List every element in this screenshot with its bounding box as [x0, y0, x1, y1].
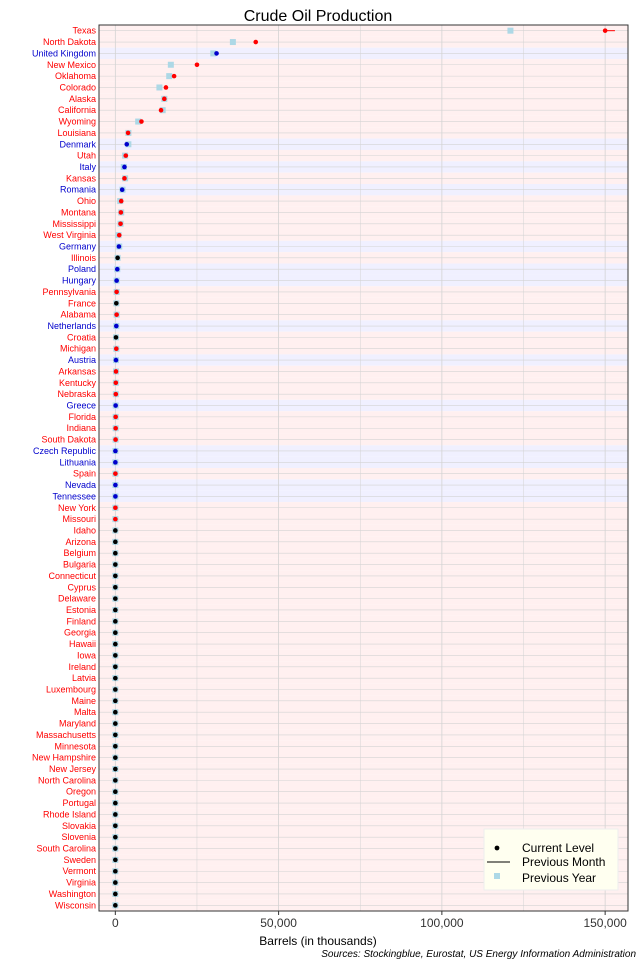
row-label-vermont: Vermont [62, 866, 96, 877]
current-level-point-estonia [113, 608, 118, 613]
current-level-point-greece [113, 403, 118, 408]
current-level-point-netherlands [114, 324, 119, 329]
current-level-point-germany [117, 244, 122, 249]
row-label-greece: Greece [66, 400, 96, 411]
plot-background [99, 25, 628, 911]
row-label-kentucky: Kentucky [58, 377, 96, 388]
row-label-colorado: Colorado [59, 82, 96, 93]
current-level-point-south-dakota [113, 437, 118, 442]
current-level-point-illinois [115, 256, 120, 261]
row-label-slovakia: Slovakia [61, 820, 96, 831]
row-label-idaho: Idaho [73, 525, 96, 536]
current-level-point-spain [113, 471, 118, 476]
row-label-slovenia: Slovenia [61, 832, 96, 843]
current-level-point-idaho [113, 528, 118, 533]
current-level-point-utah [123, 153, 128, 158]
current-level-point-portugal [113, 801, 118, 806]
current-level-point-kansas [122, 176, 127, 181]
current-level-point-poland [115, 267, 120, 272]
row-labels [32, 26, 97, 911]
row-label-minnesota: Minnesota [54, 741, 96, 752]
current-level-point-montana [119, 210, 124, 215]
current-level-point-georgia [113, 630, 118, 635]
current-level-point-minnesota [113, 744, 118, 749]
current-level-point-ireland [113, 664, 118, 669]
current-level-point-arizona [113, 540, 118, 545]
row-label-montana: Montana [60, 207, 96, 218]
legend-previous-month-label: Previous Month [522, 855, 606, 869]
row-label-alaska: Alaska [68, 93, 96, 104]
prev-year-marker-texas [507, 28, 513, 34]
current-level-point-romania [120, 187, 125, 192]
current-level-point-alaska [162, 97, 167, 102]
current-level-point-italy [122, 165, 127, 170]
current-level-point-belgium [113, 551, 118, 556]
row-label-portugal: Portugal [62, 798, 96, 809]
row-label-south-carolina: South Carolina [36, 843, 96, 854]
row-label-austria: Austria [67, 355, 96, 366]
current-level-point-luxembourg [113, 687, 118, 692]
current-level-point-lithuania [113, 460, 118, 465]
current-level-point-latvia [113, 676, 118, 681]
row-label-oklahoma: Oklahoma [54, 71, 96, 82]
legend [484, 829, 618, 890]
row-label-washington: Washington [48, 888, 96, 899]
row-label-connecticut: Connecticut [48, 570, 96, 581]
row-label-maryland: Maryland [58, 718, 96, 729]
current-level-point-bulgaria [113, 562, 118, 567]
row-label-louisiana: Louisiana [57, 127, 96, 138]
row-label-wyoming: Wyoming [58, 116, 96, 127]
current-level-point-slovakia [113, 824, 118, 829]
current-level-point-virginia [113, 880, 118, 885]
current-level-point-vermont [113, 869, 118, 874]
row-label-delaware: Delaware [57, 593, 96, 604]
row-label-oregon: Oregon [65, 786, 96, 797]
current-level-point-north-carolina [113, 778, 118, 783]
x-tick-label-0: 0 [111, 916, 119, 930]
row-label-arkansas: Arkansas [58, 366, 96, 377]
row-label-latvia: Latvia [71, 673, 96, 684]
row-label-new-york: New York [57, 502, 96, 513]
row-label-lithuania: Lithuania [59, 457, 96, 468]
current-level-point-connecticut [113, 574, 118, 579]
row-label-arizona: Arizona [65, 536, 96, 547]
prev-year-marker-colorado [156, 84, 162, 90]
x-tick-label-1: 50,000 [260, 916, 297, 930]
x-tick-label-2: 100,000 [420, 916, 464, 930]
x-axis-ticks [112, 911, 627, 930]
prev-year-marker-oklahoma [166, 73, 172, 79]
row-label-virginia: Virginia [66, 877, 96, 888]
row-label-michigan: Michigan [59, 343, 96, 354]
row-label-pennsylvania: Pennsylvania [42, 286, 96, 297]
current-level-point-france [114, 301, 119, 306]
current-level-point-austria [114, 358, 119, 363]
chart-title: Crude Oil Production [243, 8, 393, 25]
prev-year-marker-north-dakota [230, 39, 236, 45]
current-level-point-finland [113, 619, 118, 624]
x-tick-label-3: 150,000 [583, 916, 627, 930]
current-level-point-tennessee [113, 494, 118, 499]
current-level-point-new-york [113, 505, 118, 510]
current-level-point-croatia [114, 335, 119, 340]
prev-year-marker-new-mexico [168, 62, 174, 68]
row-label-nebraska: Nebraska [57, 389, 96, 400]
current-level-point-washington [113, 892, 118, 897]
current-level-point-michigan [114, 346, 119, 351]
current-level-point-denmark [124, 142, 129, 147]
row-label-germany: Germany [58, 241, 96, 252]
row-label-california: California [57, 105, 96, 116]
current-level-point-oklahoma [172, 74, 177, 79]
row-label-luxembourg: Luxembourg [45, 684, 96, 695]
row-label-rhode-island: Rhode Island [42, 809, 96, 820]
legend-previous-year-marker [494, 873, 500, 879]
row-label-france: France [67, 298, 96, 309]
row-label-iowa: Iowa [76, 650, 96, 661]
source-note: Sources: Stockingblue, Eurostat, US Energy Information Administration [321, 949, 636, 960]
row-label-ohio: Ohio [76, 196, 96, 207]
current-level-point-delaware [113, 596, 118, 601]
row-label-new-mexico: New Mexico [46, 59, 96, 70]
current-level-point-new-mexico [195, 62, 200, 67]
row-label-new-jersey: New Jersey [48, 764, 96, 775]
current-level-point-florida [113, 415, 118, 420]
row-label-estonia: Estonia [65, 604, 96, 615]
current-level-point-kentucky [114, 381, 119, 386]
row-label-mississippi: Mississippi [52, 218, 96, 229]
row-label-massachusetts: Massachusetts [35, 729, 96, 740]
row-label-illinois: Illinois [70, 252, 96, 263]
row-label-hawaii: Hawaii [68, 639, 96, 650]
legend-current-level-label: Current Level [522, 841, 595, 855]
row-label-georgia: Georgia [63, 627, 96, 638]
row-label-spain: Spain [72, 468, 96, 479]
current-level-point-united-kingdom [214, 51, 219, 56]
row-label-kansas: Kansas [65, 173, 96, 184]
row-label-new-hampshire: New Hampshire [31, 752, 96, 763]
current-level-point-mississippi [118, 221, 123, 226]
row-label-hungary: Hungary [61, 275, 96, 286]
current-level-point-new-hampshire [113, 755, 118, 760]
row-label-united-kingdom: United Kingdom [31, 48, 96, 59]
row-label-romania: Romania [59, 184, 96, 195]
row-label-maine: Maine [71, 695, 96, 706]
row-label-poland: Poland [67, 264, 96, 275]
row-label-ireland: Ireland [68, 661, 96, 672]
current-level-point-nebraska [114, 392, 119, 397]
row-label-florida: Florida [68, 411, 96, 422]
current-level-point-oregon [113, 789, 118, 794]
current-level-point-texas [603, 28, 608, 33]
current-level-point-maryland [113, 721, 118, 726]
row-label-sweden: Sweden [63, 854, 96, 865]
current-level-point-sweden [113, 858, 118, 863]
row-label-cyprus: Cyprus [67, 582, 96, 593]
row-label-north-dakota: North Dakota [42, 37, 96, 48]
row-label-belgium: Belgium [63, 548, 96, 559]
row-label-finland: Finland [66, 616, 96, 627]
row-label-malta: Malta [73, 707, 96, 718]
current-level-point-ohio [119, 199, 124, 204]
current-level-point-arkansas [114, 369, 119, 374]
current-level-point-nevada [113, 483, 118, 488]
row-label-bulgaria: Bulgaria [62, 559, 96, 570]
current-level-point-california [159, 108, 164, 113]
current-level-point-rhode-island [113, 812, 118, 817]
current-level-point-missouri [113, 517, 118, 522]
x-axis-label: Barrels (in thousands) [259, 934, 377, 948]
row-label-utah: Utah [76, 150, 96, 161]
current-level-point-hungary [114, 278, 119, 283]
row-label-tennessee: Tennessee [52, 491, 96, 502]
row-label-missouri: Missouri [62, 514, 96, 525]
current-level-point-hawaii [113, 642, 118, 647]
row-label-indiana: Indiana [66, 423, 96, 434]
current-level-point-new-jersey [113, 767, 118, 772]
row-label-wisconsin: Wisconsin [54, 900, 96, 911]
row-label-italy: Italy [79, 161, 96, 172]
current-level-point-indiana [113, 426, 118, 431]
current-level-point-colorado [164, 85, 169, 90]
current-level-point-north-dakota [253, 40, 258, 45]
legend-current-level-marker [495, 846, 500, 851]
current-level-point-louisiana [126, 131, 131, 136]
row-label-croatia: Croatia [66, 332, 96, 343]
current-level-point-slovenia [113, 835, 118, 840]
current-level-point-iowa [113, 653, 118, 658]
current-level-point-maine [113, 699, 118, 704]
current-level-point-south-carolina [113, 846, 118, 851]
row-label-denmark: Denmark [59, 139, 96, 150]
current-level-point-wyoming [139, 119, 144, 124]
current-level-point-wisconsin [113, 903, 118, 908]
row-label-texas: Texas [72, 25, 96, 36]
row-label-czech-republic: Czech Republic [32, 445, 96, 456]
row-label-south-dakota: South Dakota [41, 434, 96, 445]
row-label-north-carolina: North Carolina [37, 775, 96, 786]
current-level-point-pennsylvania [114, 290, 119, 295]
current-level-point-malta [113, 710, 118, 715]
current-level-point-alabama [114, 312, 119, 317]
current-level-point-massachusetts [113, 733, 118, 738]
legend-previous-year-label: Previous Year [522, 871, 597, 885]
current-level-point-cyprus [113, 585, 118, 590]
row-label-alabama: Alabama [60, 309, 96, 320]
current-level-point-west-virginia [117, 233, 122, 238]
row-label-nevada: Nevada [64, 480, 96, 491]
row-label-netherlands: Netherlands [47, 321, 96, 332]
current-level-point-czech-republic [113, 449, 118, 454]
row-label-west-virginia: West Virginia [43, 230, 96, 241]
